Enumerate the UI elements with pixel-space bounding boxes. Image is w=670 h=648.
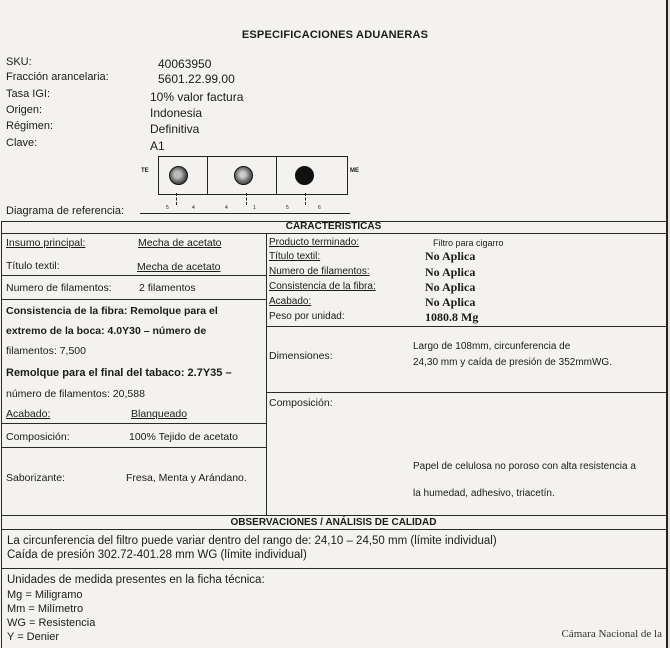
insumo-value: Mecha de acetato [138,237,222,249]
observations-line-1: La circunferencia del filtro puede variar dentro del rango de: 24,10 – 24,50 mm (límite individual) [7,535,497,547]
document-title: ESPECIFICACIONES ADUANERAS [241,29,429,41]
field-value-origen: Indonesia [150,106,203,120]
field-value-sku: 40063950 [158,57,212,71]
field-label-tasa: Tasa IGI: [6,88,51,100]
field-label-origen: Origen: [6,104,43,116]
observations-header: OBSERVACIONES / ANÁLISIS DE CALIDAD [230,517,437,528]
field-label-sku: SKU: [6,56,32,68]
unit-item-mm: Mm = Milímetro [7,603,84,615]
observations-section [1,515,666,569]
filter-segment-1-icon [169,166,188,185]
peso-value: 1080.8 Mg [425,310,479,324]
diagram-reference-line [140,213,350,214]
characteristics-header: CARACTERISTICAS [285,221,382,232]
diagram-left-tag: TE [141,168,149,174]
filamentos-label-right: Numero de filamentos: [269,266,370,277]
insumo-label: Insumo principal: [6,237,86,249]
unit-item-mg: Mg = Miligramo [7,589,83,601]
dimensiones-line-2: 24,30 mm y caída de presión de 352mmWG. [413,357,612,368]
composicion-line-2: la humedad, adhesivo, triacetín. [413,488,555,499]
filter-segment-2-icon [234,166,253,185]
units-header: Unidades de medida presentes en la ficha técnica: [7,574,265,586]
saborizante-value: Fresa, Menta y Arándano. [126,472,247,484]
diagram-num-1: 5 [166,205,169,211]
field-value-tasa: 10% valor factura [150,90,244,104]
acabado-label-left: Acabado: [6,408,51,420]
unit-item-y: Y = Denier [7,631,60,643]
consistencia-label-right: Consistencia de la fibra: [269,281,376,292]
consistencia-line-3: filamentos: 7,500 [6,345,86,357]
titulo-label-right: Título textil: [269,251,321,262]
filamentos-value-left: 2 filamentos [139,282,196,294]
filamentos-value-right: No Aplica [425,265,476,279]
filamentos-label-left: Numero de filamentos: [6,282,112,294]
filter-segment-3-icon [295,166,314,185]
titulo-label-left: Título textil: [6,260,60,272]
diagram-right-tag: ME [350,168,359,174]
diagram-label: Diagrama de referencia: [6,205,125,217]
field-label-fraccion: Fracción arancelaria: [6,71,109,83]
field-label-clave: Clave: [6,137,38,149]
field-value-clave: A1 [150,139,165,153]
composicion-value-left: 100% Tejido de acetato [129,431,238,443]
dimensiones-label: Dimensiones: [269,350,333,362]
consistencia-value-right: No Aplica [425,280,476,294]
composicion-label-left: Composición: [6,431,70,443]
acabado-value-left: Blanqueado [131,408,188,420]
remolque-line-1: Remolque para el final del tabaco: 2.7Y35 – [6,367,232,379]
diagram-num-5: 5 [286,205,289,211]
observations-line-2: Caída de presión 302.72-401.28 mm WG (límite individual) [7,549,307,561]
acabado-label-right: Acabado: [269,296,312,307]
unit-item-wg: WG = Resistencia [7,617,96,629]
dimensiones-line-1: Largo de 108mm, circunferencia de [413,341,571,352]
field-value-fraccion: 5601.22.99.00 [158,72,235,86]
diagram-num-3: 4 [225,205,228,211]
peso-label: Peso por unidad: [269,311,345,322]
watermark-text: Cámara Nacional de la [561,628,662,640]
composicion-line-1: Papel de celulosa no poroso con alta resistencia a [413,461,636,472]
consistencia-line-2: extremo de la boca: 4.0Y30 – número de [6,325,207,337]
producto-value: Filtro para cigarro [433,238,504,248]
field-label-regimen: Régimen: [6,120,54,132]
diagram-num-2: 4 [192,205,195,211]
producto-label: Producto terminado: [269,237,360,248]
titulo-value-left: Mecha de acetato [137,261,221,273]
consistencia-line-1: Consistencia de la fibra: Remolque para el [6,305,218,317]
composicion-label-right: Composición: [269,397,333,409]
field-value-regimen: Definitiva [150,122,200,136]
acabado-value-right: No Aplica [425,295,476,309]
titulo-value-right: No Aplica [425,249,476,263]
diagram-num-4: 1 [253,205,256,211]
remolque-line-2: número de filamentos: 20,588 [6,388,145,400]
filter-diagram [158,156,348,195]
characteristics-table [1,221,666,539]
saborizante-label: Saborizante: [6,472,65,484]
diagram-num-6: 6 [318,205,321,211]
